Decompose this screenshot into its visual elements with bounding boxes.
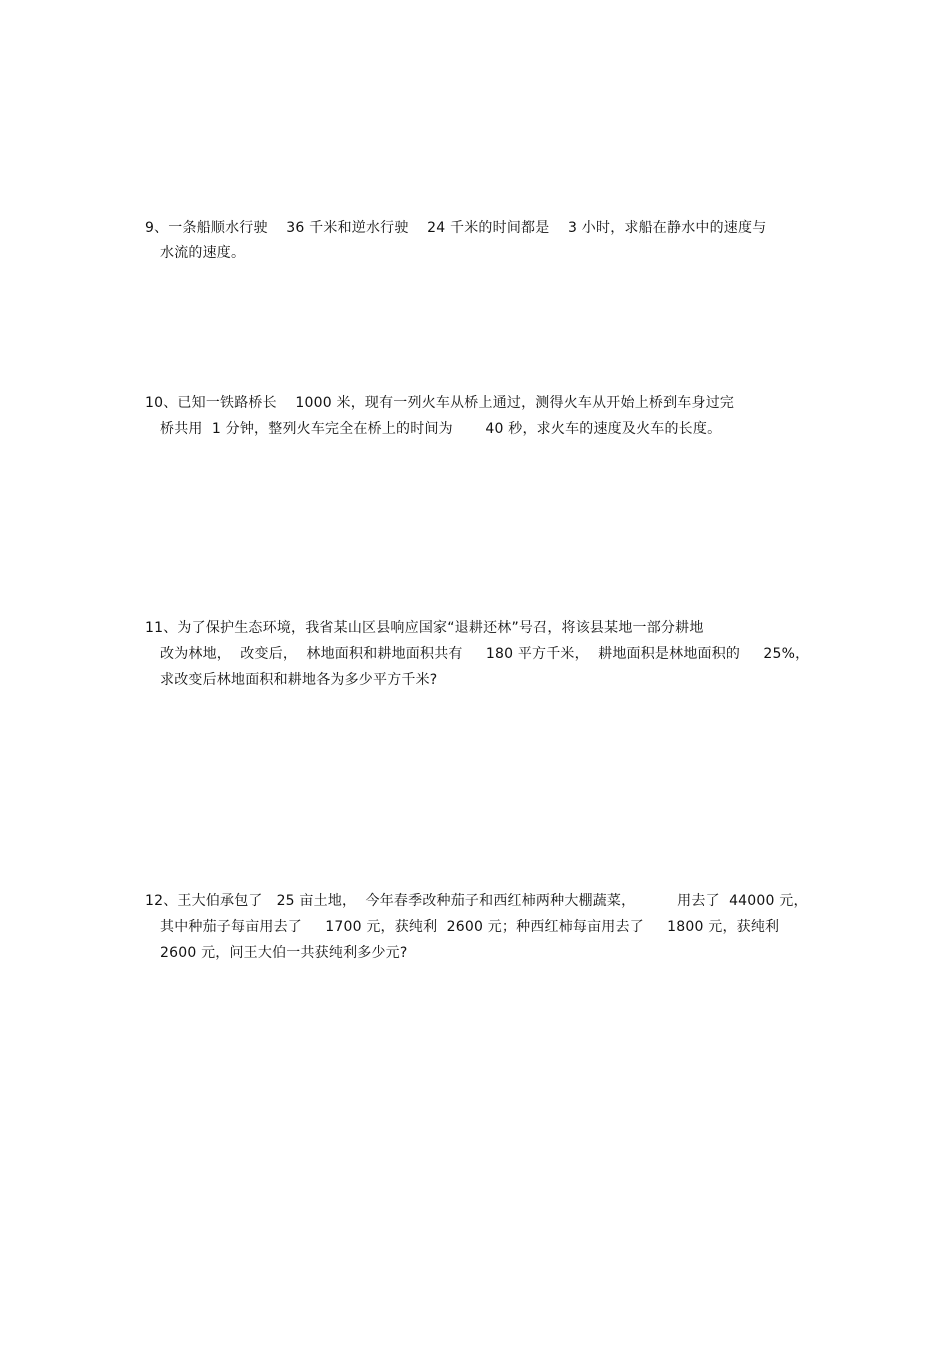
problem-11-line-2: 改为林地， 改变后， 林地面积和耕地面积共有 180 平方千米， 耕地面积是林地面积的 25%， — [160, 646, 810, 662]
problem-11-line-1: 11、为了保护生态环境，我省某山区县响应国家“退耕还林”号召，将该县某地一部分耕地 — [145, 620, 704, 636]
problem-9-line-1: 9、一条船顺水行驶 36 千米和逆水行驶 24 千米的时间都是 3 小时，求船在静水中的速度与 — [145, 220, 767, 236]
problem-11-line-3: 求改变后林地面积和耕地各为多少平方千米? — [160, 672, 438, 688]
problem-12-line-2: 其中种茄子每亩用去了 1700 元，获纯利 2600 元；种西红柿每亩用去了 1800 元，获纯利 — [160, 919, 780, 935]
problem-9-line-2: 水流的速度。 — [160, 245, 246, 261]
problem-10-line-1: 10、已知一铁路桥长 1000 米，现有一列火车从桥上通过，测得火车从开始上桥到车身过完 — [145, 395, 735, 411]
problem-12-line-1: 12、王大伯承包了 25 亩土地， 今年春季改种茄子和西红柿两种大棚蔬菜， 用去了 44000 元， — [145, 893, 808, 909]
problem-12-line-3: 2600 元，问王大伯一共获纯利多少元? — [160, 945, 408, 961]
problem-10-line-2: 桥共用 1 分钟，整列火车完全在桥上的时间为 40 秒，求火车的速度及火车的长度。 — [160, 421, 722, 437]
